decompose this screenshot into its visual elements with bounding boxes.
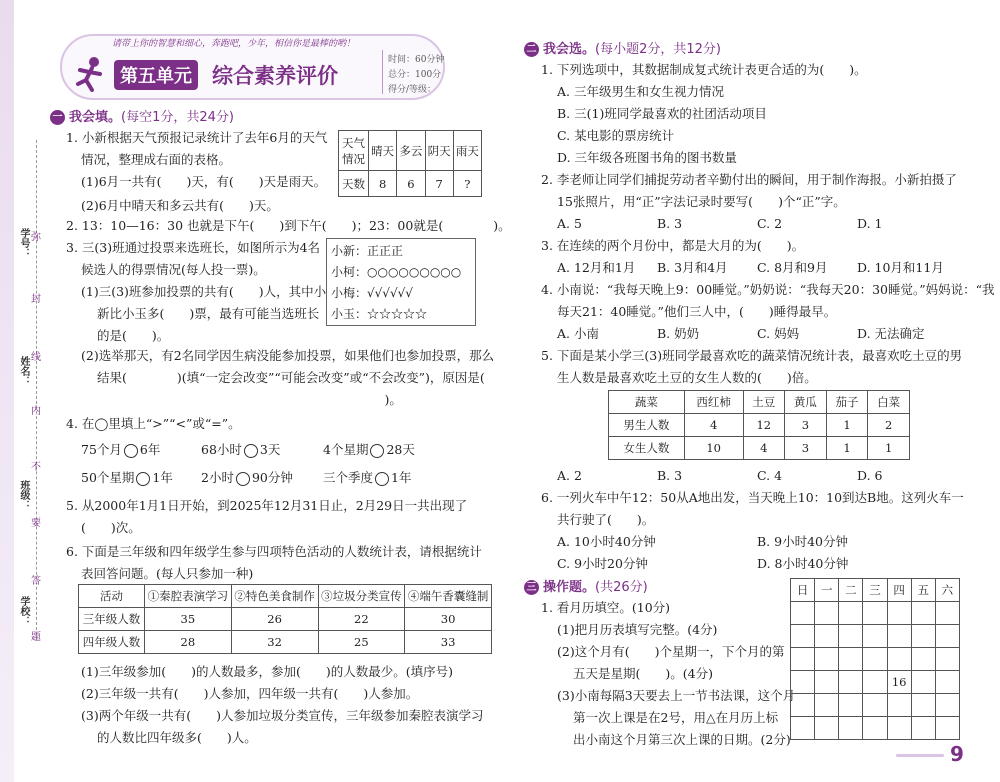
cal-cell[interactable] (815, 671, 839, 694)
c3-option-c[interactable]: C. 8月和9月 (757, 260, 828, 275)
cal-head: 二 (839, 579, 863, 602)
cal-head: 一 (815, 579, 839, 602)
c4-option-a[interactable]: A. 小南 (557, 326, 599, 341)
veg-header: 西红柿 (684, 391, 743, 414)
weather-header: 多云 (397, 131, 425, 171)
q4-item (201, 438, 280, 461)
cal-head: 五 (911, 579, 935, 602)
o1-line1: 1. 看月历填空。(10分) (541, 600, 671, 615)
cal-cell[interactable] (863, 625, 887, 648)
q3-line1: 3. 三(3)班通过投票来选班长，如图所示为4名 (66, 240, 321, 255)
c2-stem2: 15张照片，用“正”字法记录时要写( )个“正”字。 (557, 194, 846, 209)
veg-cell: 女生人数 (609, 437, 685, 460)
c2-option-a[interactable]: A. 5 (557, 216, 582, 231)
c1-stem: 1. 下列选项中，其数据制成复式统计表更合适的为( )。 (541, 62, 867, 77)
weather-header: 雨天 (453, 131, 481, 171)
c3-option-a[interactable]: A. 12月和1月 (557, 260, 636, 275)
q4-item (81, 466, 173, 489)
veg-cell: 12 (743, 414, 785, 437)
q4-left: 50个星期 (81, 470, 135, 485)
compare-circle[interactable] (370, 444, 384, 458)
q4-right: 6年 (139, 442, 161, 457)
c2-option-c[interactable]: C. 2 (757, 216, 783, 231)
veg-cell: 1 (826, 414, 868, 437)
unit-label: 第五单元 (114, 60, 198, 90)
seal-char-7: 答 (31, 576, 41, 587)
activity-cell: 26 (231, 608, 318, 631)
cal-cell[interactable] (791, 648, 815, 671)
c5-option-a[interactable]: A. 2 (557, 468, 582, 483)
seal-char-6: 要 (31, 518, 41, 529)
weather-header: 阴天 (425, 131, 453, 171)
vegetable-table (608, 390, 910, 460)
c6-stem2: 共行驶了( )。 (557, 512, 655, 527)
page-corner-decor (896, 754, 944, 757)
vote-row: 小新：正正正 (331, 244, 404, 258)
seal-char-3: 线 (31, 352, 41, 363)
page-title: 综合素养评价 (212, 64, 338, 88)
c4-stem2: 每天21：40睡觉。”他们三人中，( )睡得最早。 (557, 304, 837, 319)
q4-item (201, 466, 293, 489)
q4-right: 3天 (259, 442, 281, 457)
c1-option-d[interactable]: D. 三年级各班图书角的图书数量 (557, 150, 738, 165)
c3-option-b[interactable]: B. 3月和4月 (657, 260, 728, 275)
q4-left: 68小时 (201, 442, 242, 457)
q4-right: 1年 (152, 470, 173, 485)
veg-cell: 男生人数 (609, 414, 685, 437)
activity-header: ②特色美食制作 (231, 585, 318, 608)
veg-cell: 1 (826, 437, 868, 460)
vote-row: 小玉：☆☆☆☆☆ (331, 307, 428, 321)
c5-stem2: 生人数是最喜欢吃土豆的女生人数的( )倍。 (557, 370, 817, 385)
section-number: 一 (50, 110, 65, 125)
weather-header: 天气情况 (339, 131, 369, 171)
cal-head: 四 (887, 579, 911, 602)
weather-cell: 8 (369, 171, 397, 197)
activity-header: ③垃圾分类宣传 (318, 585, 405, 608)
cal-cell[interactable] (911, 694, 935, 717)
cal-cell[interactable] (863, 694, 887, 717)
cal-cell[interactable] (911, 625, 935, 648)
vote-row: 小梅：√√√√√√ (331, 286, 413, 300)
c6-stem: 6. 一列火车中午12：50从A地出发，当天晚上10：10到达B地。这列火车一 (541, 490, 964, 505)
weather-cell: 6 (397, 171, 425, 197)
cal-cell[interactable] (839, 648, 863, 671)
activity-cell: 32 (231, 631, 318, 654)
cal-cell[interactable] (935, 717, 959, 740)
compare-circle[interactable] (136, 472, 150, 486)
cal-cell[interactable] (791, 717, 815, 740)
cal-cell[interactable] (887, 648, 911, 671)
q6-line1: 6. 下面是三年级和四年级学生参与四项特色活动的人数统计表，请根据统计 (66, 544, 482, 559)
o1-line5: (3)小南每隔3天要去上一节书法课，这个月 (557, 688, 796, 703)
compare-circle[interactable] (244, 444, 258, 458)
cal-cell[interactable] (791, 602, 815, 625)
score-label: 总分：100分 (388, 70, 442, 80)
runner-icon (70, 54, 110, 94)
section-note: (共26分) (595, 580, 648, 595)
q6-answer4: 的人数比四年级多( )人。 (97, 730, 257, 745)
veg-cell: 10 (684, 437, 743, 460)
time-label: 时间：60分钟 (388, 55, 445, 65)
o1-line7: 出小南这个月第三次上课的日期。(2分) (573, 732, 791, 747)
grade-label: 得分/等级： (388, 85, 437, 95)
cal-cell[interactable] (911, 602, 935, 625)
veg-cell: 2 (868, 414, 910, 437)
section-title: 我会选。 (543, 42, 596, 57)
c5-stem: 5. 下面是某小学三(3)班同学最喜欢吃的蔬菜情况统计表，最喜欢吃土豆的男 (541, 348, 963, 363)
q3-line3: (1)三(3)班参加投票的共有( )人，其中小 (81, 284, 327, 299)
o1-line6: 第一次上课是在2号，用△在月历上标 (573, 710, 779, 725)
c2-option-b[interactable]: B. 3 (657, 216, 683, 231)
q3-line7: 结果( )(填“一定会改变”“可能会改变”或“不会改变”)，原因是( (97, 370, 485, 385)
section-note: (每空1分，共24分) (121, 110, 234, 125)
veg-cell: 3 (785, 437, 827, 460)
cal-cell[interactable] (839, 717, 863, 740)
q5-line1: 5. 从2000年1月1日开始，到2025年12月31日止，2月29日一共出现了 (66, 498, 468, 513)
c3-option-d[interactable]: D. 10月和11月 (857, 260, 944, 275)
activity-cell: 三年级人数 (79, 608, 145, 631)
veg-cell: 4 (684, 414, 743, 437)
c5-option-c[interactable]: C. 4 (757, 468, 783, 483)
seal-char-2: 封 (31, 294, 41, 305)
cal-cell[interactable] (863, 602, 887, 625)
cal-cell[interactable] (863, 648, 887, 671)
seal-char-8: 题 (31, 632, 41, 643)
q4-title: 4. 在◯里填上“>”“<”或“=”。 (66, 416, 241, 431)
cal-cell[interactable] (911, 671, 935, 694)
activity-cell: 四年级人数 (79, 631, 145, 654)
section-title: 我会填。 (69, 110, 122, 125)
q4-left: 三个季度 (323, 470, 374, 485)
cal-cell[interactable] (887, 694, 911, 717)
q6-answer2: (2)三年级一共有( )人参加，四年级一共有( )人参加。 (81, 686, 419, 701)
cal-cell[interactable] (887, 625, 911, 648)
cal-cell[interactable] (935, 694, 959, 717)
q3-line8: )。 (97, 392, 402, 407)
c4-option-d[interactable]: D. 无法确定 (857, 326, 925, 341)
seal-char-4: 内 (31, 406, 41, 417)
compare-circle[interactable] (124, 444, 138, 458)
q2-text: 2. 13：10—16：30 也就是下午( )到下午( )；23：00就是( )。 (66, 218, 511, 233)
banner-slogan: 请带上你的智慧和细心，奔跑吧，少年，相信你是最棒的哟！ (112, 39, 356, 49)
veg-cell: 4 (743, 437, 785, 460)
sidebar-label-school: 学校： (18, 596, 29, 626)
cal-cell[interactable] (911, 648, 935, 671)
page-number: 9 (950, 742, 964, 766)
activity-cell: 35 (145, 608, 232, 631)
c3-stem: 3. 在连续的两个月份中，都是大月的为( )。 (541, 238, 805, 253)
q4-item (323, 466, 411, 489)
activity-cell: 33 (405, 631, 492, 654)
cal-cell[interactable] (935, 625, 959, 648)
vote-row: 小柯：○○○○○○○○○ (331, 265, 462, 279)
veg-header: 茄子 (826, 391, 868, 414)
section-number: 二 (524, 42, 539, 57)
activity-header: ④端午香囊缝制 (405, 585, 492, 608)
q4-right: 28天 (386, 442, 415, 457)
c4-option-b[interactable]: B. 奶奶 (657, 326, 700, 341)
c5-option-d[interactable]: D. 6 (857, 468, 883, 483)
cal-cell[interactable] (815, 717, 839, 740)
sidebar-label-class: 班级： (18, 480, 29, 510)
seal-char-1: 弥 (31, 232, 41, 243)
weather-table (338, 130, 482, 197)
activity-header: 活动 (79, 585, 145, 608)
cal-cell[interactable] (839, 671, 863, 694)
section-number: 三 (524, 580, 539, 595)
cal-cell[interactable] (839, 625, 863, 648)
q3-line5: 的是( )。 (97, 328, 170, 343)
veg-cell: 1 (868, 437, 910, 460)
c6-option-c[interactable]: C. 9小时20分钟 (557, 556, 648, 571)
activity-header: ①秦腔表演学习 (145, 585, 232, 608)
veg-cell: 3 (785, 414, 827, 437)
cal-cell[interactable] (935, 648, 959, 671)
left-binding-strip (0, 0, 14, 782)
q6-line2: 表回答问题。(每人只参加一种) (81, 566, 254, 581)
weather-header: 晴天 (369, 131, 397, 171)
activity-cell: 28 (145, 631, 232, 654)
weather-cell: ? (453, 171, 481, 197)
o1-line4: 五天是星期( )。(4分) (573, 666, 713, 681)
q4-right: 90分钟 (251, 470, 293, 485)
q4-left: 4个星期 (323, 442, 369, 457)
q3-line4: 新比小玉多( )票，最有可能当选班长 (97, 306, 320, 321)
sidebar-label-name: 姓名： (18, 356, 29, 386)
seal-char-5: 不 (31, 462, 41, 473)
c2-stem: 2. 李老师让同学们捕捉劳动者辛勤付出的瞬间，用于制作海报。小新拍摄了 (541, 172, 957, 187)
section-note: (每小题2分，共12分) (595, 42, 721, 57)
cal-cell[interactable] (863, 717, 887, 740)
q6-answer1: (1)三年级参加( )的人数最多，参加( )的人数最少。(填序号) (81, 664, 453, 679)
c5-option-b[interactable]: B. 3 (657, 468, 683, 483)
cal-cell[interactable] (791, 625, 815, 648)
cal-cell[interactable] (815, 694, 839, 717)
section-1-header (50, 106, 234, 125)
seal-line (36, 140, 37, 640)
q4-left: 75个月 (81, 442, 122, 457)
veg-header: 黄瓜 (785, 391, 827, 414)
cal-cell[interactable] (791, 694, 815, 717)
section-3-header (524, 576, 648, 595)
weather-cell: 天数 (339, 171, 369, 197)
cal-cell[interactable] (935, 671, 959, 694)
cal-cell[interactable] (791, 671, 815, 694)
cal-cell[interactable] (839, 694, 863, 717)
weather-cell: 7 (425, 171, 453, 197)
o1-line2: (1)把月历表填写完整。(4分) (557, 622, 718, 637)
compare-circle[interactable] (375, 472, 389, 486)
cal-head: 日 (791, 579, 815, 602)
cal-cell[interactable] (839, 602, 863, 625)
veg-header: 白菜 (868, 391, 910, 414)
q3-line6: (2)选举那天，有2名同学因生病没能参加投票，如果他们也参加投票，那么 (81, 348, 495, 363)
activity-cell: 30 (405, 608, 492, 631)
c1-option-a[interactable]: A. 三年级男生和女生视力情况 (557, 84, 724, 99)
veg-header: 蔬菜 (609, 391, 685, 414)
activity-cell: 25 (318, 631, 405, 654)
cal-cell[interactable] (815, 625, 839, 648)
cal-head: 六 (935, 579, 959, 602)
cal-cell[interactable] (815, 602, 839, 625)
q1-line4: (2)6月中晴天和多云共有( )天。 (81, 198, 279, 213)
c4-stem: 4. 小南说：“我每天晚上9：00睡觉。”奶奶说：“我每天20：30睡觉。”妈妈说：“我 (541, 282, 995, 297)
activity-cell: 22 (318, 608, 405, 631)
section-title: 操作题。 (543, 580, 596, 595)
q1-line2: 情况，整理成右面的表格。 (81, 152, 232, 167)
c6-option-b[interactable]: B. 9小时40分钟 (757, 534, 848, 549)
c6-option-a[interactable]: A. 10小时40分钟 (557, 534, 656, 549)
q1-line1: 1. 小新根据天气预报记录统计了去年6月的天气 (66, 130, 328, 145)
c2-option-d[interactable]: D. 1 (857, 216, 883, 231)
q1-line3: (1)6月一共有( )天，有( )天是雨天。 (81, 174, 327, 189)
q4-item (323, 438, 415, 461)
cal-cell[interactable] (935, 602, 959, 625)
c4-option-c[interactable]: C. 妈妈 (757, 326, 800, 341)
cal-cell[interactable] (863, 671, 887, 694)
vote-box (326, 238, 476, 326)
cal-cell[interactable] (815, 648, 839, 671)
cal-cell[interactable] (887, 717, 911, 740)
calendar-table (790, 578, 960, 740)
q4-item (81, 438, 160, 461)
cal-cell[interactable]: 16 (887, 671, 911, 694)
q3-line2: 候选人的得票情况(每人投一票)。 (81, 262, 266, 277)
q6-answer3: (3)两个年级一共有( )人参加垃圾分类宣传，三年级参加秦腔表演学习 (81, 708, 484, 723)
cal-cell[interactable] (887, 602, 911, 625)
cal-cell[interactable] (911, 717, 935, 740)
c6-option-d[interactable]: D. 8小时40分钟 (757, 556, 849, 571)
banner-divider (382, 50, 383, 94)
cal-head: 三 (863, 579, 887, 602)
veg-header: 土豆 (743, 391, 785, 414)
c1-option-b[interactable]: B. 三(1)班同学最喜欢的社团活动项目 (557, 106, 767, 121)
compare-circle[interactable] (236, 472, 250, 486)
o1-line3: (2)这个月有( )个星期一，下个月的第 (557, 644, 785, 659)
q4-left: 2小时 (201, 470, 234, 485)
section-2-header (524, 38, 721, 57)
activity-table (78, 584, 492, 654)
q4-right: 1年 (391, 470, 412, 485)
q5-line2: ( )次。 (81, 520, 141, 535)
sidebar-label-student-number: 学号： (18, 228, 29, 258)
c1-option-c[interactable]: C. 某电影的票房统计 (557, 128, 675, 143)
